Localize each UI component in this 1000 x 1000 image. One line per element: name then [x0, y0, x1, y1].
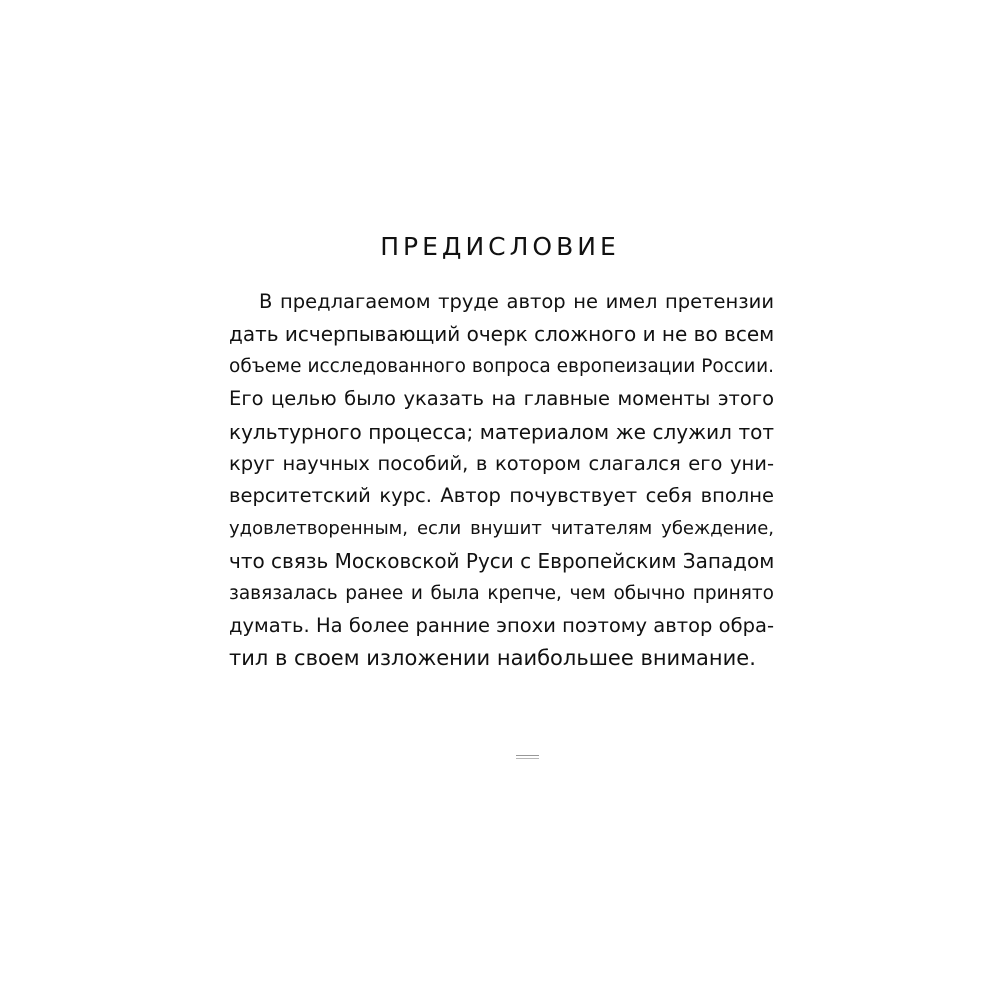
- text-line: культурного процесса; материалом же служил тот: [229, 419, 774, 444]
- text-line: верситетский курс. Автор почувствует себя вполне: [229, 484, 774, 508]
- text-line: что связь Московской Руси с Европейским Западом: [229, 549, 775, 574]
- text-line: объеме исследованного вопроса европеизации России.: [229, 355, 774, 377]
- page-heading: ПРЕДИСЛОВИЕ: [380, 232, 620, 261]
- text-line: дать исчерпывающий очерк сложного и не во всем: [229, 322, 775, 347]
- section-divider: [516, 755, 539, 759]
- text-line: тил в своем изложении наибольшее внимание.: [229, 646, 756, 671]
- preface-paragraph: [229, 286, 774, 675]
- text-line: В предлагаемом труде автор не имел претензии: [259, 290, 774, 313]
- text-line: круг научных пособий, в котором слагался его уни-: [229, 451, 774, 475]
- text-line: завязалась ранее и была крепче, чем обычно принято: [229, 582, 774, 604]
- text-line: Его целью было указать на главные моменты этого: [229, 387, 774, 411]
- text-line: думать. На более ранние эпохи поэтому автор обра-: [229, 613, 774, 637]
- text-line: удовлетворенным, если внушит читателям убеждение,: [229, 517, 774, 539]
